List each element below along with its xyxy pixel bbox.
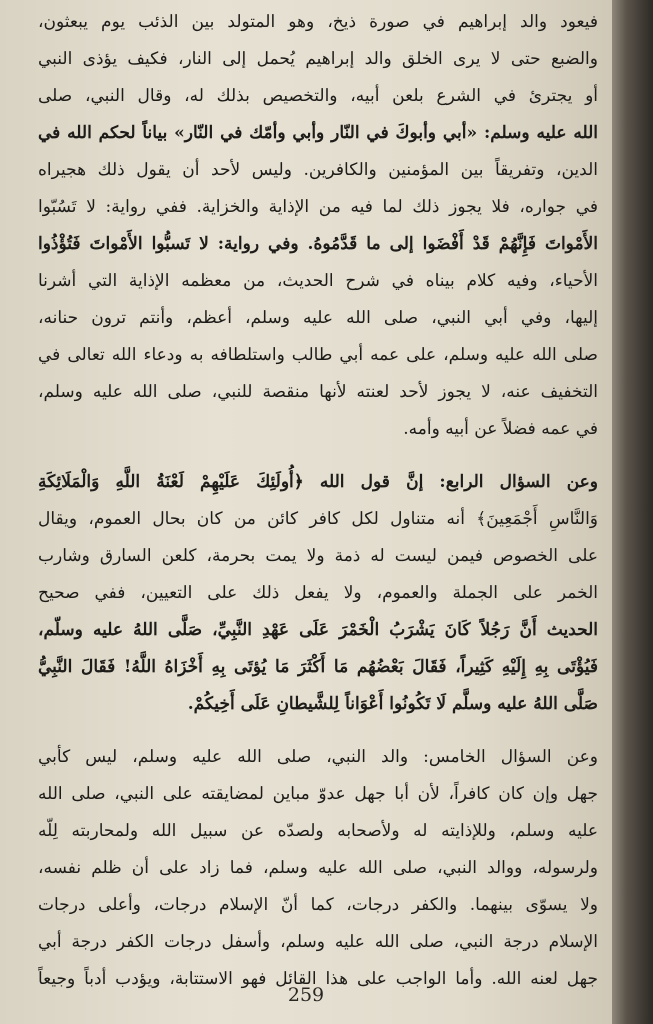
text-line: الأَمْواتَ فَإِنَّهُمْ قَدْ أَفْضَوا إلى ما قَدَّمُوهُ. وفي رواية: لا تَسبُّوا الأَمْواتَ فَتُؤْذُوا: [38, 234, 598, 254]
text-line: جهل وإن كان كافراً، لأن أبا جهل عدوّ مباين لمضايقته على النبي، صلى الله: [38, 784, 598, 804]
text-line: الأحياء، وفيه كلام بيناه في شرح الحديث، من معظمه الإذاية التي أشرنا: [38, 271, 598, 291]
page-body: [38, 4, 598, 998]
text-line: الدين، وتفريقاً بين المؤمنين والكافرين. وليس لأحد أن يقول ذلك هجيراه: [38, 160, 598, 180]
text-line: الله عليه وسلم: «أبي وأبوكَ في النّار وأبي وأمّك في النّار» بياناً لحكم الله في: [38, 123, 598, 143]
text-line: وَالنَّاسِ أَجْمَعِينَ﴾ أنه متناول لكل كافر كائن من كان بحال العموم، ويقال: [38, 509, 598, 529]
text-line: صلى الله عليه وسلم، على عمه أبي طالب واستلطافه به ودعاء الله تعالى في: [38, 345, 598, 365]
text-line: والضبع حتى لا يرى الخلق والد إبراهيم يُحمل إلى النار، فكيف يؤذى النبي: [38, 49, 598, 69]
text-line: أو يجترئ في الشرع بلعن أبيه، والتخصيص بذلك له، وقال النبي، صلى: [38, 86, 598, 106]
text-line: صَلَّى اللهُ عليه وسلَّم لَا تَكُونُوا أَعْوَاناً لِلشَّيطانِ عَلَى أَخِيكُمْ.: [187, 694, 598, 714]
page-number: 259: [287, 984, 325, 1006]
text-line: ولرسوله، ووالد النبي، صلى الله عليه وسلم، فما زاد على أن ظلم نفسه،: [38, 858, 598, 878]
text-line: الخمر على الجملة والعموم، ولا يفعل ذلك على التعيين، ففي صحيح: [38, 583, 598, 603]
text-line: عليه وسلم، وللإذايته له ولأصحابه ولصدّه عن سبيل الله ولمحاربته لِلّه: [38, 821, 598, 841]
paragraph-1: [38, 4, 598, 448]
paragraph-3: [38, 739, 598, 998]
text-line: في جواره، فلا يجوز ذلك لما فيه من الإذاية والخزاية. ففي رواية: لا تَسُبّوا: [38, 197, 598, 217]
paragraph-2: [38, 464, 598, 723]
text-line: جهل لعنه الله. وأما الواجب على هذا القائل فهو الاستتابة، ويؤدب أدباً وجيعاً: [38, 969, 598, 989]
paragraph-gap: [38, 723, 598, 739]
text-line: التخفيف عنه، لا يجوز لأحد لعنته لأنها منقصة للنبي، صلى الله عليه وسلم،: [38, 382, 598, 402]
text-line: وعن السؤال الرابع: إنَّ قول الله ﴿أُولَئِكَ عَلَيْهِمْ لَعْنَةُ اللَّهِ وَالْمَلَائِكَةِ: [38, 472, 598, 492]
book-spine-shadow: [612, 0, 653, 1024]
text-line: الحديث أَنَّ رَجُلاً كَانَ يَشْرَبُ الْخَمْرَ عَلَى عَهْدِ النَّبِيِّ، صَلَّى اللهُ عليه وسلّم،: [38, 620, 598, 640]
paragraph-gap: [38, 448, 598, 464]
text-line: ولا يسوّى بينهما. والكفر درجات، كما أنّ الإسلام درجات، وأعلى درجات: [38, 895, 598, 915]
text-line: على الخصوص فيمن ليست له ذمة ولا يمت بحرمة، كلعن السارق وشارب: [38, 546, 598, 566]
text-line: فيعود والد إبراهيم في صورة ذيخ، وهو المتولد بين الذئب يوم يبعثون،: [38, 12, 598, 32]
text-line: إليها، وفي أبي النبي، صلى الله عليه وسلم، أعظم، وأنتم ترون حنانه،: [38, 308, 598, 328]
text-line: وعن السؤال الخامس: والد النبي، صلى الله عليه وسلم، ليس كأبي: [38, 747, 598, 767]
text-line: الإسلام درجة النبي، صلى الله عليه وسلم، وأسفل درجات الكفر درجة أبي: [38, 932, 598, 952]
text-line: في عمه فضلاً عن أبيه وأمه.: [403, 419, 598, 439]
text-line: فَيُؤْتَى بِهِ إِلَيْهِ كَثِيراً، فَقَالَ بَعْضُهُم مَا أَكْثَرَ مَا يُؤتَى بِهِ أَخْزَاهُ اللَّهُ! فَقَالَ النَّبِيُّ: [38, 657, 598, 677]
